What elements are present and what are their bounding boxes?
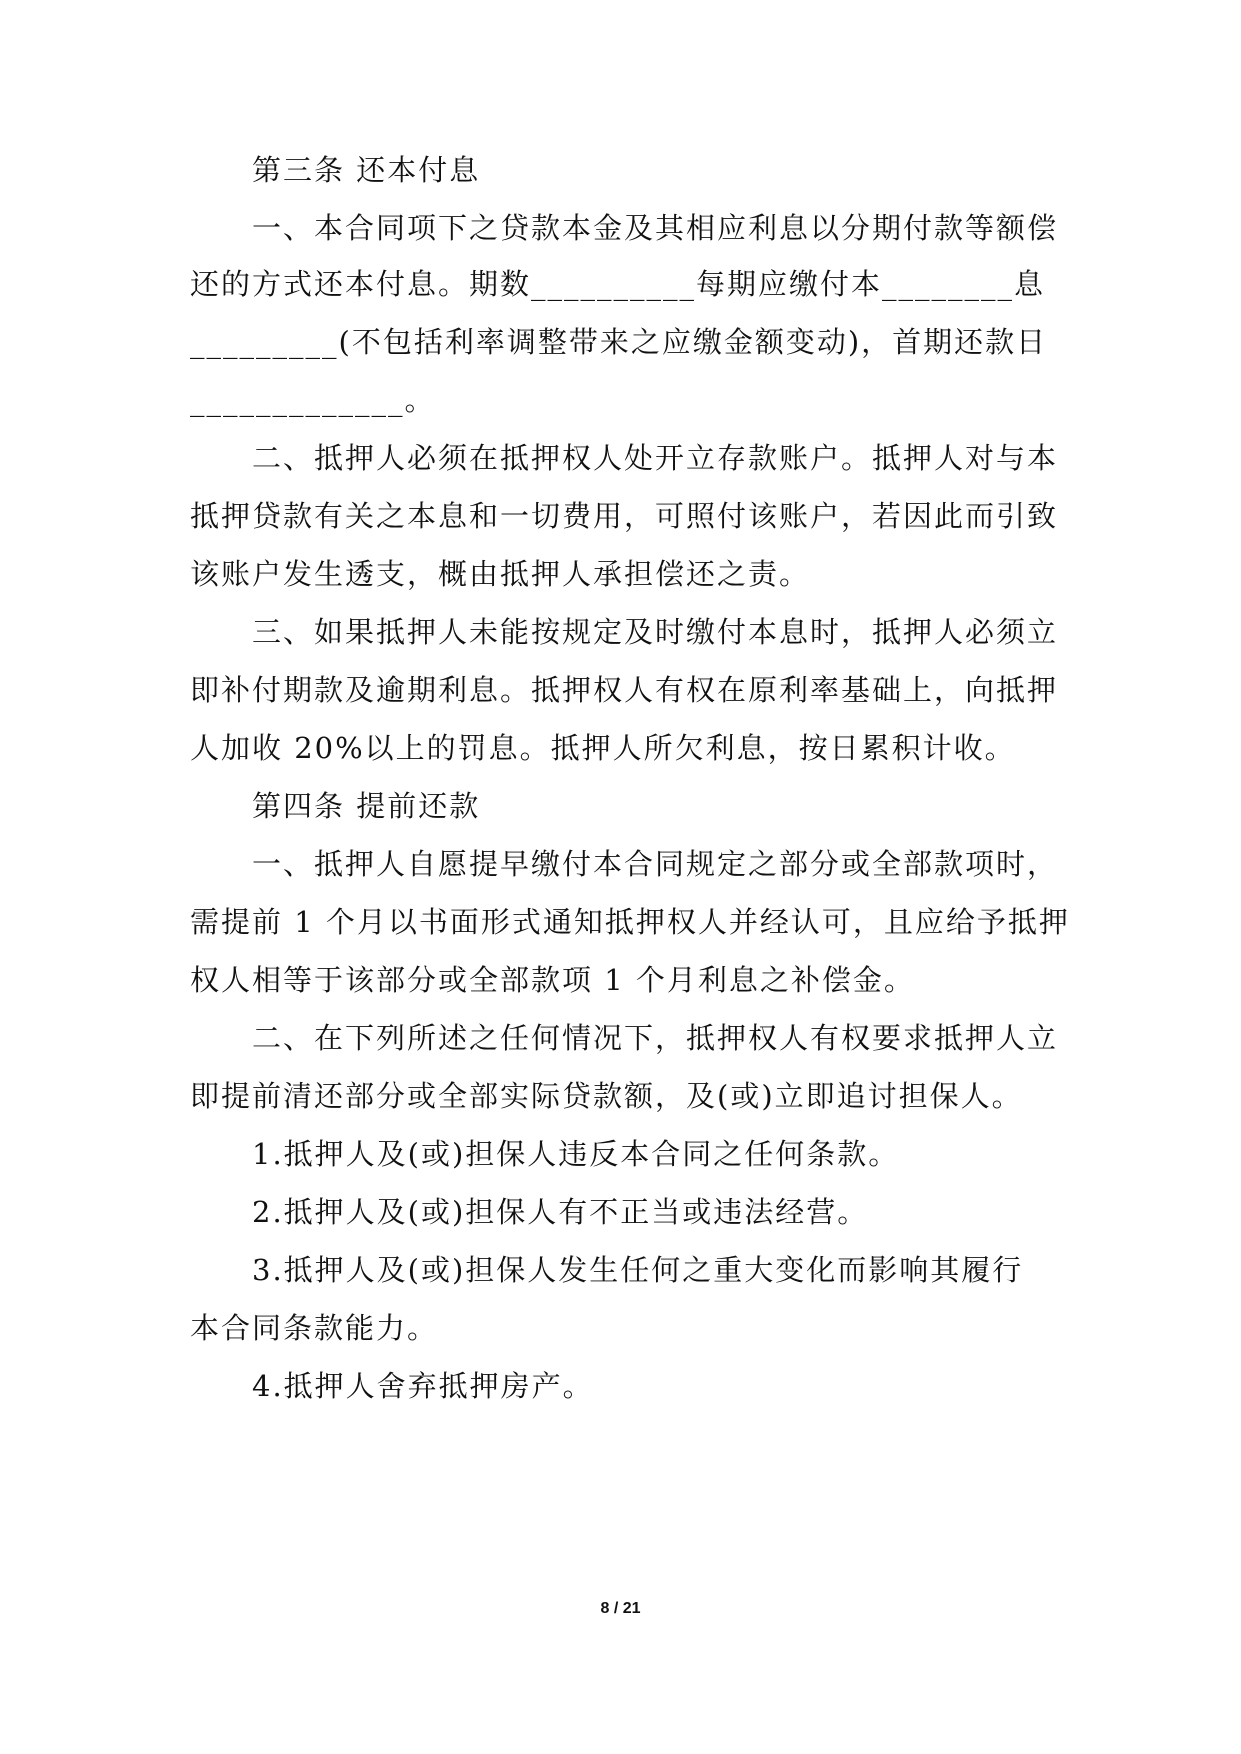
paragraph-line: 抵押贷款有关之本息和一切费用，可照付该账户，若因此而引致	[190, 499, 1059, 533]
paragraph-line: 人加收 20%以上的罚息。抵押人所欠利息，按日累积计收。	[190, 731, 1016, 765]
paragraph-line: 该账户发生透支，概由抵押人承担偿还之责。	[190, 557, 811, 591]
list-item: 4.抵押人舍弃抵押房产。	[252, 1369, 594, 1403]
paragraph-line: 二、抵押人必须在抵押权人处开立存款账户。抵押人对与本	[252, 441, 1059, 475]
paragraph-line: 三、如果抵押人未能按规定及时缴付本息时，抵押人必须立	[252, 615, 1059, 649]
paragraph-line: 一、抵押人自愿提早缴付本合同规定之部分或全部款项时，	[252, 847, 1059, 881]
list-item: 2.抵押人及(或)担保人有不正当或违法经营。	[252, 1195, 869, 1229]
paragraph-line: 需提前 1 个月以书面形式通知抵押权人并经认可，且应给予抵押	[190, 905, 1070, 939]
paragraph-line: 二、在下列所述之任何情况下，抵押权人有权要求抵押人立	[252, 1021, 1059, 1055]
list-item: 3.抵押人及(或)担保人发生任何之重大变化而影响其履行	[252, 1253, 1024, 1287]
paragraph-line: _____________。	[190, 383, 436, 417]
page-number: 8 / 21	[600, 1600, 641, 1617]
paragraph-line: 一、本合同项下之贷款本金及其相应利息以分期付款等额偿	[252, 211, 1059, 245]
list-item-continuation: 本合同条款能力。	[190, 1311, 439, 1345]
article-4-heading: 第四条 提前还款	[252, 789, 481, 823]
article-3-heading: 第三条 还本付息	[252, 153, 481, 187]
paragraph-line: 即提前清还部分或全部实际贷款额，及(或)立即追讨担保人。	[190, 1079, 1023, 1113]
paragraph-line: 还的方式还本付息。期数__________每期应缴付本________息	[190, 267, 1046, 301]
paragraph-line: 即补付期款及逾期利息。抵押权人有权在原利率基础上，向抵押	[190, 673, 1059, 707]
list-item: 1.抵押人及(或)担保人违反本合同之任何条款。	[252, 1137, 900, 1171]
paragraph-line: _________(不包括利率调整带来之应缴金额变动)，首期还款日	[190, 325, 1048, 359]
paragraph-line: 权人相等于该部分或全部款项 1 个月利息之补偿金。	[190, 963, 915, 997]
